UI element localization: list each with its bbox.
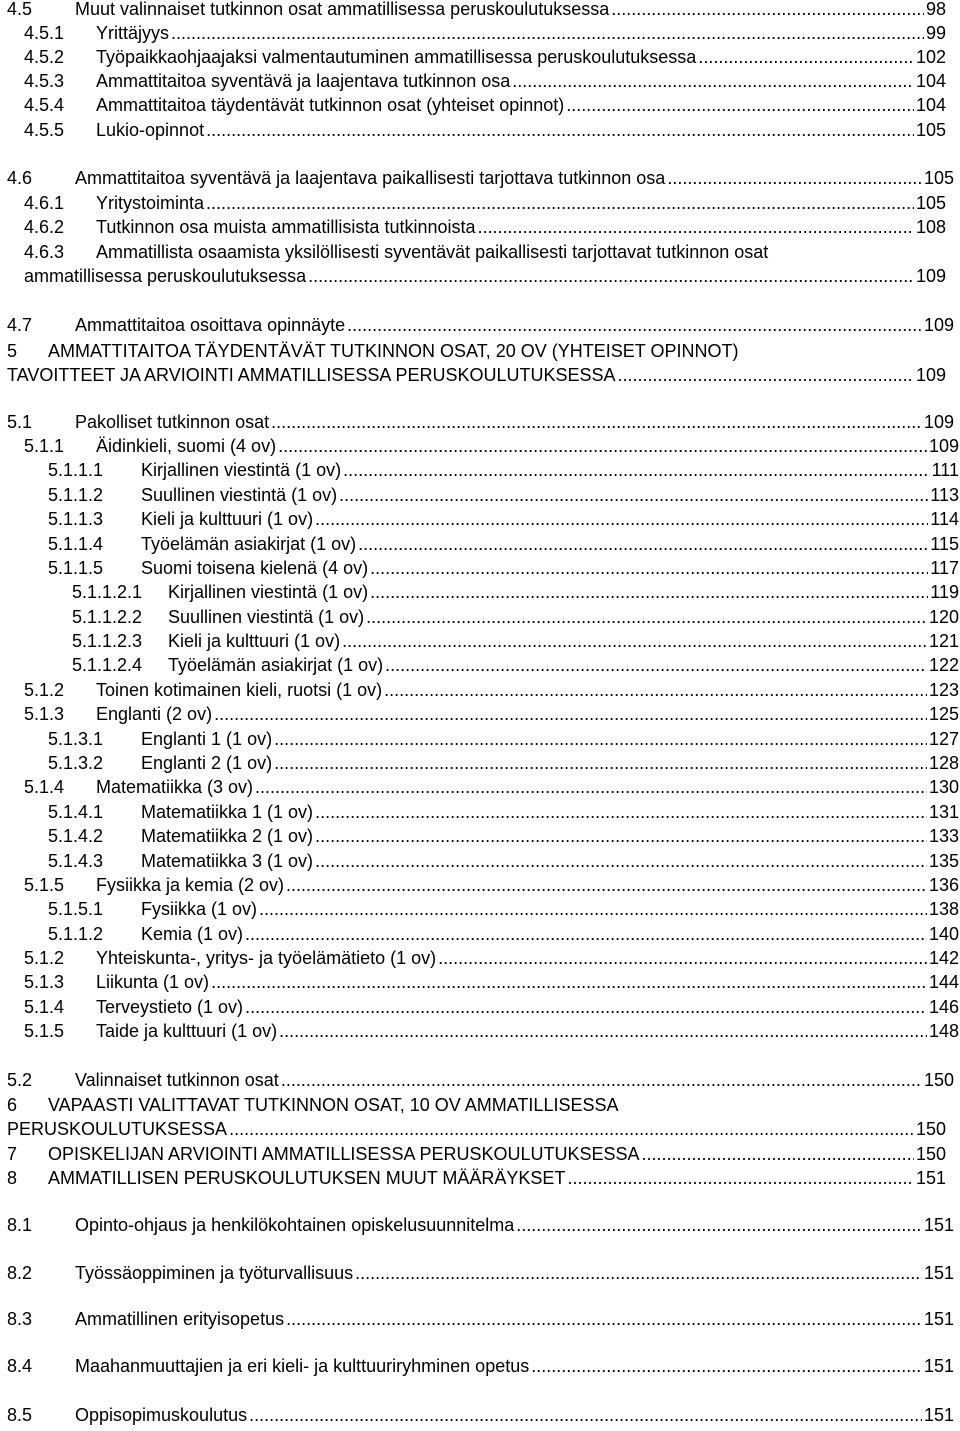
toc-leader-dots — [274, 728, 927, 750]
toc-entry-line — [75, 1214, 954, 1236]
toc-entry-line — [75, 411, 954, 433]
toc-entry-number: 5.1.1.2.2 — [72, 607, 143, 627]
toc-entry-page: 148 — [928, 1021, 959, 1041]
toc-entry-line — [141, 459, 959, 481]
toc-entry[interactable] — [0, 898, 960, 920]
toc-entry-line — [24, 265, 946, 287]
toc-entry-page: 108 — [915, 217, 946, 237]
toc-entry-title: Tutkinnon osa muista ammatillisista tutkinnoista — [96, 217, 476, 237]
toc-entry-number: 4.6.3 — [24, 242, 65, 262]
toc-entry-page: 109 — [928, 436, 959, 456]
toc-entry[interactable] — [0, 850, 960, 872]
toc-entry-page: 131 — [928, 802, 959, 822]
toc-entry-title: Äidinkieli, suomi (4 ov) — [96, 436, 277, 456]
toc-entry-title: Toinen kotimainen kieli, ruotsi (1 ov) — [96, 680, 383, 700]
toc-entry-page: 98 — [925, 0, 946, 19]
toc-entry-line — [96, 776, 959, 798]
toc-entry-page: 109 — [923, 315, 954, 335]
toc-entry-line — [96, 22, 946, 44]
toc-entry-title: Kirjallinen viestintä (1 ov) — [168, 582, 369, 602]
toc-entry-page: 109 — [915, 266, 946, 286]
toc-leader-dots — [279, 1020, 927, 1042]
toc-entry-page: 138 — [928, 899, 959, 919]
toc-entry-title: Englanti 1 (1 ov) — [141, 729, 273, 749]
toc-entry-page: 121 — [928, 631, 959, 651]
toc-leader-dots — [249, 1404, 922, 1426]
toc-entry-page: 135 — [928, 851, 959, 871]
toc-entry-number: 5.1.1.2.3 — [72, 631, 143, 651]
toc-entry-line — [96, 971, 959, 993]
toc-entry-number: 5.1.1.3 — [48, 509, 104, 529]
toc-leader-dots — [274, 752, 927, 774]
toc-entry-page: 102 — [915, 47, 946, 67]
toc-entry-page: 142 — [928, 948, 959, 968]
toc-entry-title: Ammatillista osaamista yksilöllisesti syventävät paikallisesti tarjottavat tutkinnon osat — [96, 242, 769, 262]
toc-entry[interactable] — [0, 46, 960, 68]
toc-entry-title: Ammattitaitoa syventävä ja laajentava paikallisesti tarjottava tutkinnon osa — [75, 168, 666, 188]
toc-entry-line — [168, 606, 959, 628]
toc-entry-number: 7 — [7, 1144, 18, 1164]
toc-entry-number: 5.1.4.2 — [48, 826, 104, 846]
toc-leader-dots — [245, 996, 927, 1018]
toc-entry[interactable] — [0, 1262, 960, 1284]
toc-entry-title: Ammattitaitoa täydentävät tutkinnon osat (yhteiset opinnot) — [96, 95, 565, 115]
toc-leader-dots — [339, 484, 928, 506]
toc-entry-page: 114 — [930, 509, 959, 529]
toc-leader-dots — [667, 167, 922, 189]
toc-entry[interactable] — [0, 581, 960, 603]
toc-entry-title: Suomi toisena kielenä (4 ov) — [141, 558, 369, 578]
toc-entry-title: Suullinen viestintä (1 ov) — [141, 485, 338, 505]
toc-leader-dots — [343, 459, 930, 481]
toc-leader-dots — [315, 850, 927, 872]
toc-entry-page: 109 — [923, 412, 954, 432]
toc-entry-title: Ammattitaitoa syventävä ja laajentava tutkinnon osa — [96, 71, 511, 91]
toc-entry-number: 8.2 — [7, 1263, 33, 1283]
toc-entry-line — [75, 314, 954, 336]
toc-entry[interactable] — [0, 508, 960, 530]
toc-entry[interactable] — [0, 314, 960, 336]
toc-entry-line — [168, 581, 959, 603]
toc-entry-title: Kirjallinen viestintä (1 ov) — [141, 460, 342, 480]
toc-entry-line — [7, 364, 946, 386]
toc-leader-dots — [315, 508, 928, 530]
toc-entry-page: 117 — [930, 558, 959, 578]
toc-entry-line — [168, 654, 959, 676]
toc-entry[interactable] — [0, 1167, 960, 1189]
toc-leader-dots — [618, 364, 914, 386]
toc-entry-line — [141, 850, 959, 872]
toc-leader-dots — [370, 581, 928, 603]
toc-entry[interactable] — [0, 216, 960, 238]
toc-entry-number: 8.1 — [7, 1215, 33, 1235]
toc-entry-line — [75, 1069, 954, 1091]
toc-entry-page: 104 — [915, 71, 946, 91]
toc-entry[interactable] — [0, 947, 960, 969]
toc-entry-number: 5.1.3 — [24, 704, 65, 724]
toc-entry[interactable] — [0, 703, 960, 725]
toc-entry-page: 151 — [923, 1263, 954, 1283]
toc-entry-number: 4.7 — [7, 315, 33, 335]
toc-entry-line — [96, 996, 959, 1018]
toc-leader-dots — [206, 119, 914, 141]
toc-entry-number: 5.1.4.1 — [48, 802, 104, 822]
toc-entry-page: 99 — [925, 23, 946, 43]
toc-entry[interactable] — [0, 1308, 960, 1330]
toc-leader-dots — [214, 703, 927, 725]
toc-entry-title: Yhteiskunta-, yritys- ja työelämätieto (1 ov) — [96, 948, 437, 968]
toc-entry-line — [75, 1404, 954, 1426]
toc-entry-number: 8 — [7, 1168, 18, 1188]
toc-leader-dots — [347, 314, 922, 336]
toc-entry-page: 136 — [928, 875, 959, 895]
toc-entry-title: Lukio-opinnot — [96, 120, 205, 140]
toc-leader-dots — [259, 898, 927, 920]
toc-entry-title: Työelämän asiakirjat (1 ov) — [168, 655, 384, 675]
toc-entry-line — [96, 192, 946, 214]
toc-entry-page: 144 — [928, 972, 959, 992]
toc-entry-title: OPISKELIJAN ARVIOINTI AMMATILLISESSA PERUSKOULUTUKSESSA — [48, 1144, 640, 1164]
toc-entry[interactable] — [0, 533, 960, 555]
toc-entry-title: Työpaikkaohjaajaksi valmentautuminen ammatillisessa peruskoulutuksessa — [96, 47, 697, 67]
toc-entry-number: 5.1.3 — [24, 972, 65, 992]
toc-entry-page: 151 — [923, 1405, 954, 1425]
toc-entry-number: 5.1 — [7, 412, 33, 432]
toc-entry-title: Kieli ja kulttuuri (1 ov) — [168, 631, 341, 651]
toc-entry-title-continued: TAVOITTEET JA ARVIOINTI AMMATILLISESSA PERUSKOULUTUKSESSA — [7, 365, 616, 385]
toc-entry-title: Pakolliset tutkinnon osat — [75, 412, 270, 432]
toc-entry-number: 5.1.4.3 — [48, 851, 104, 871]
toc-entry-page: 127 — [928, 729, 959, 749]
toc-entry-page: 123 — [928, 680, 959, 700]
toc-leader-dots — [342, 630, 927, 652]
toc-entry[interactable] — [0, 1020, 960, 1042]
toc-entry-line — [48, 1167, 946, 1189]
toc-entry-line — [96, 46, 946, 68]
toc-entry[interactable] — [0, 1143, 960, 1165]
toc-entry-number: 8.5 — [7, 1405, 33, 1425]
toc-entry[interactable] — [0, 1355, 960, 1377]
toc-entry-page: 151 — [915, 1168, 946, 1188]
toc-entry-number: 5.1.4 — [24, 997, 65, 1017]
toc-entry[interactable] — [0, 22, 960, 44]
toc-entry-page: 105 — [915, 120, 946, 140]
toc-entry-title: Kemia (1 ov) — [141, 924, 244, 944]
toc-entry-line — [96, 679, 959, 701]
toc-entry-number: 5.1.1.2.4 — [72, 655, 143, 675]
toc-leader-dots — [271, 411, 922, 433]
toc-entry-line — [141, 898, 959, 920]
toc-entry[interactable] — [0, 874, 960, 896]
toc-entry-title: Taide ja kulttuuri (1 ov) — [96, 1021, 278, 1041]
toc-entry-title: Muut valinnaiset tutkinnon osat ammatillisessa peruskoulutuksessa — [75, 0, 610, 19]
toc-leader-dots — [531, 1355, 922, 1377]
toc-entry-page: 133 — [928, 826, 959, 846]
toc-leader-dots — [516, 1214, 922, 1236]
toc-entry-number: 5 — [7, 341, 18, 361]
toc-entry-page: 128 — [928, 753, 959, 773]
toc-entry-line — [75, 1355, 954, 1377]
toc-entry[interactable] — [0, 1094, 960, 1140]
toc-entry-number: 5.1.1 — [24, 436, 65, 456]
toc-entry-page: 105 — [915, 193, 946, 213]
toc-entry-number: 8.4 — [7, 1356, 33, 1376]
toc-entry-line — [75, 0, 946, 20]
toc-leader-dots — [642, 1143, 914, 1165]
toc-entry-page: 150 — [915, 1119, 946, 1139]
toc-entry-number: 5.1.1.2.1 — [72, 582, 143, 602]
toc-entry-title: AMMATILLISEN PERUSKOULUTUKSEN MUUT MÄÄRÄYKSET — [48, 1168, 566, 1188]
toc-leader-dots — [566, 94, 914, 116]
toc-entry-line — [141, 484, 959, 506]
toc-entry[interactable] — [0, 996, 960, 1018]
toc-entry[interactable] — [0, 484, 960, 506]
toc-entry[interactable] — [0, 0, 960, 20]
toc-leader-dots — [286, 874, 927, 896]
toc-entry-title: Matematiikka (3 ov) — [96, 777, 254, 797]
toc-entry-line — [48, 1143, 946, 1165]
toc-entry-number: 5.1.3.1 — [48, 729, 104, 749]
toc-entry-title: Matematiikka 3 (1 ov) — [141, 851, 314, 871]
toc-entry-page: 151 — [923, 1309, 954, 1329]
toc-entry-title: Ammattitaitoa osoittava opinnäyte — [75, 315, 346, 335]
toc-entry-line — [75, 1262, 954, 1284]
toc-entry-number: 5.1.1.2 — [48, 924, 104, 944]
toc-entry-title: Opinto-ohjaus ja henkilökohtainen opiskelusuunnitelma — [75, 1215, 515, 1235]
toc-entry-title: Englanti 2 (1 ov) — [141, 753, 273, 773]
toc-entry-page: 150 — [923, 1070, 954, 1090]
toc-entry-number: 5.1.5 — [24, 1021, 65, 1041]
toc-entry-line — [141, 533, 959, 555]
toc-entry-page: 109 — [915, 365, 946, 385]
toc-entry-number: 5.1.2 — [24, 680, 65, 700]
toc-entry[interactable] — [0, 192, 960, 214]
toc-entry-page: 104 — [915, 95, 946, 115]
toc-entry-line — [141, 728, 959, 750]
toc-leader-dots — [384, 679, 927, 701]
toc-leader-dots — [358, 533, 928, 555]
toc-leader-dots — [611, 0, 924, 20]
toc-entry-title: Matematiikka 1 (1 ov) — [141, 802, 314, 822]
toc-entry[interactable] — [0, 971, 960, 993]
toc-entry-number: 4.6.2 — [24, 217, 65, 237]
toc-leader-dots — [281, 1069, 922, 1091]
toc-entry-number: 5.1.1.5 — [48, 558, 104, 578]
toc-leader-dots — [567, 1167, 914, 1189]
toc-entry[interactable] — [0, 630, 960, 652]
toc-entry[interactable] — [0, 411, 960, 433]
toc-entry[interactable] — [0, 776, 960, 798]
toc-entry-number: 4.5.2 — [24, 47, 65, 67]
toc-entry-number: 4.5 — [7, 0, 33, 19]
toc-entry-page: 105 — [923, 168, 954, 188]
toc-entry-title: Matematiikka 2 (1 ov) — [141, 826, 314, 846]
toc-entry[interactable] — [0, 167, 960, 189]
toc-leader-dots — [229, 1118, 914, 1140]
toc-entry-title: Englanti (2 ov) — [96, 704, 213, 724]
toc-entry-line — [141, 752, 959, 774]
toc-entry[interactable] — [0, 679, 960, 701]
toc-leader-dots — [385, 654, 927, 676]
toc-entry[interactable] — [0, 752, 960, 774]
toc-entry-title: AMMATTITAITOA TÄYDENTÄVÄT TUTKINNON OSAT, 20 OV (YHTEISET OPINNOT) — [48, 341, 739, 361]
toc-entry[interactable] — [0, 459, 960, 481]
toc-entry-number: 5.1.1.4 — [48, 534, 104, 554]
toc-entry-page: 125 — [928, 704, 959, 724]
toc-entry-number: 4.6.1 — [24, 193, 65, 213]
toc-entry[interactable] — [0, 728, 960, 750]
toc-leader-dots — [308, 265, 914, 287]
toc-entry-title: Työssäoppiminen ja työturvallisuus — [75, 1263, 354, 1283]
toc-entry-line — [96, 703, 959, 725]
toc-entry-line — [168, 630, 959, 652]
toc-leader-dots — [512, 70, 914, 92]
toc-entry-number: 5.1.3.2 — [48, 753, 104, 773]
toc-entry-title: Oppisopimuskoulutus — [75, 1405, 248, 1425]
toc-entry-number: 5.1.5 — [24, 875, 65, 895]
toc-entry-page: 151 — [923, 1215, 954, 1235]
toc-entry[interactable] — [0, 94, 960, 116]
toc-entry-page: 120 — [928, 607, 959, 627]
toc-leader-dots — [438, 947, 927, 969]
toc-entry-page: 113 — [930, 485, 959, 505]
toc-leader-dots — [315, 825, 927, 847]
toc-entry-number: 5.1.2 — [24, 948, 65, 968]
toc-entry-line — [96, 94, 946, 116]
toc-entry-line — [141, 508, 959, 530]
toc-entry[interactable] — [0, 241, 960, 287]
toc-entry-title: Yrittäjyys — [96, 23, 170, 43]
toc-entry-page: 119 — [930, 582, 959, 602]
toc-entry-number: 4.5.5 — [24, 120, 65, 140]
toc-entry[interactable] — [0, 1069, 960, 1091]
toc-entry-line — [141, 557, 959, 579]
toc-entry[interactable] — [0, 340, 960, 386]
toc-entry[interactable] — [0, 1214, 960, 1236]
toc-entry-page: 150 — [915, 1144, 946, 1164]
toc-entry[interactable] — [0, 557, 960, 579]
toc-entry[interactable] — [0, 1404, 960, 1426]
toc-entry-page: 151 — [923, 1356, 954, 1376]
toc-entry-page: 140 — [928, 924, 959, 944]
toc-entry-number: 5.1.5.1 — [48, 899, 104, 919]
toc-entry-title: VAPAASTI VALITTAVAT TUTKINNON OSAT, 10 OV AMMATILLISESSA — [48, 1095, 619, 1115]
toc-entry-line — [96, 435, 959, 457]
toc-entry-line — [96, 1020, 959, 1042]
toc-entry-line — [96, 119, 946, 141]
toc-entry-number: 5.1.1.1 — [48, 460, 104, 480]
toc-entry-number: 4.5.3 — [24, 71, 65, 91]
toc-entry-page: 115 — [930, 534, 959, 554]
toc-leader-dots — [245, 923, 927, 945]
toc-entry-line — [75, 1308, 954, 1330]
toc-entry-title: Yritystoiminta — [96, 193, 205, 213]
toc-entry-number: 5.1.1.2 — [48, 485, 104, 505]
toc-leader-dots — [206, 192, 914, 214]
toc-entry[interactable] — [0, 923, 960, 945]
toc-entry-number: 4.5.4 — [24, 95, 65, 115]
toc-entry-line — [7, 1118, 946, 1140]
toc-entry-title: Fysiikka (1 ov) — [141, 899, 258, 919]
toc-entry-line — [96, 947, 959, 969]
toc-entry-line — [96, 216, 946, 238]
toc-leader-dots — [370, 557, 928, 579]
toc-entry-line — [96, 70, 946, 92]
toc-entry-number: 4.5.1 — [24, 23, 65, 43]
toc-entry-page: 122 — [928, 655, 959, 675]
toc-entry-page: 130 — [928, 777, 959, 797]
toc-entry-page: 146 — [928, 997, 959, 1017]
toc-entry[interactable] — [0, 435, 960, 457]
toc-entry-title: Ammatillinen erityisopetus — [75, 1309, 285, 1329]
toc-entry-number: 5.1.4 — [24, 777, 65, 797]
toc-leader-dots — [315, 801, 927, 823]
toc-entry[interactable] — [0, 654, 960, 676]
toc-entry-line — [141, 923, 959, 945]
toc-entry-title-continued: PERUSKOULUTUKSESSA — [7, 1119, 228, 1139]
toc-entry[interactable] — [0, 606, 960, 628]
toc-leader-dots — [698, 46, 914, 68]
toc-entry-title: Maahanmuuttajien ja eri kieli- ja kulttuuriryhminen opetus — [75, 1356, 530, 1376]
toc-entry-title: Työelämän asiakirjat (1 ov) — [141, 534, 357, 554]
toc-entry-number: 5.2 — [7, 1070, 33, 1090]
toc-entry-title: Terveystieto (1 ov) — [96, 997, 244, 1017]
toc-entry-line — [141, 801, 959, 823]
toc-entry-line — [141, 825, 959, 847]
toc-entry-title: Fysiikka ja kemia (2 ov) — [96, 875, 285, 895]
toc-entry-line — [96, 874, 959, 896]
toc-entry-title-continued: ammatillisessa peruskoulutuksessa — [24, 266, 307, 286]
toc-entry-line — [75, 167, 954, 189]
toc-entry-title: Suullinen viestintä (1 ov) — [168, 607, 365, 627]
toc-entry-page: 111 — [931, 460, 959, 480]
toc-leader-dots — [255, 776, 927, 798]
toc-entry[interactable] — [0, 119, 960, 141]
toc-leader-dots — [366, 606, 927, 628]
toc-entry-number: 8.3 — [7, 1309, 33, 1329]
toc-leader-dots — [278, 435, 927, 457]
toc-leader-dots — [171, 22, 924, 44]
toc-leader-dots — [211, 971, 927, 993]
toc-entry-title: Liikunta (1 ov) — [96, 972, 210, 992]
toc-leader-dots — [286, 1308, 922, 1330]
toc-entry[interactable] — [0, 70, 960, 92]
toc-leader-dots — [478, 216, 914, 238]
toc-entry[interactable] — [0, 801, 960, 823]
toc-entry-title: Kieli ja kulttuuri (1 ov) — [141, 509, 314, 529]
toc-entry-number: 4.6 — [7, 168, 33, 188]
toc-entry-number: 6 — [7, 1095, 18, 1115]
toc-entry[interactable] — [0, 825, 960, 847]
toc-entry-title: Valinnaiset tutkinnon osat — [75, 1070, 279, 1090]
toc-leader-dots — [355, 1262, 922, 1284]
